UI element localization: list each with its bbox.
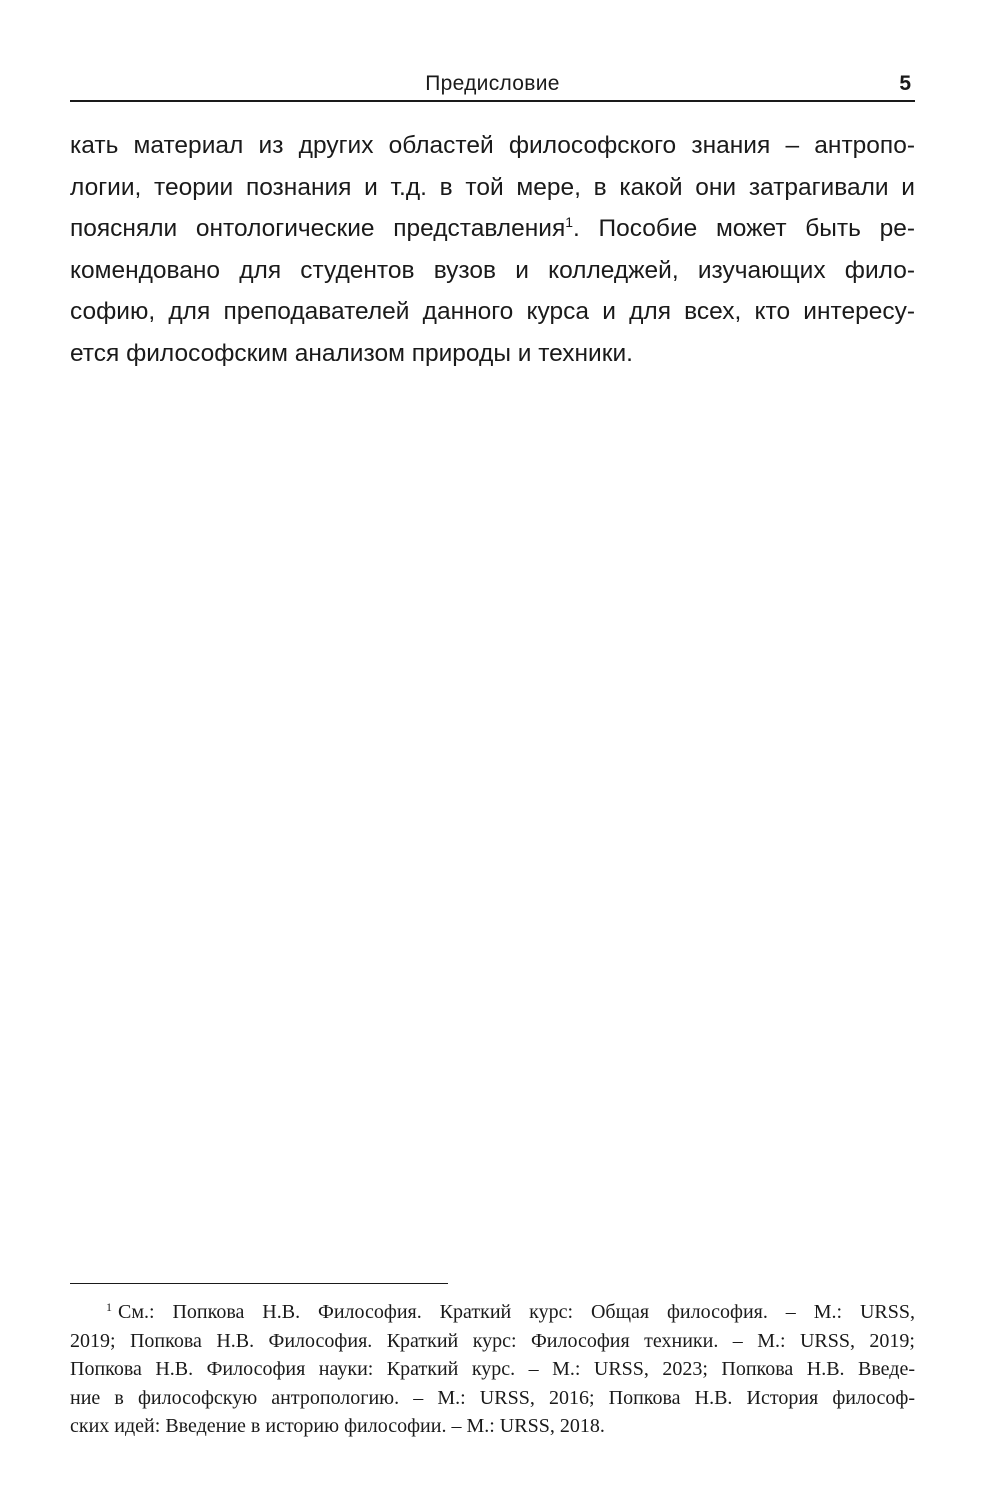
paragraph-line-part: поясняли онтологические представления: [70, 215, 566, 242]
main-paragraph: [70, 125, 915, 374]
running-title: Предисловие: [425, 72, 560, 95]
paragraph-line-part: . Пособие может быть ре-: [573, 215, 915, 242]
paragraph-line: комендовано для студентов вузов и колледжей, изучающих фило-: [70, 256, 915, 284]
footnote-divider: [70, 1283, 448, 1284]
page-number: 5: [899, 72, 911, 95]
footnote-line: ние в философскую антропологию. – М.: URSS, 2016; Попкова Н.В. История философ-: [70, 1386, 915, 1409]
footnote-marker: 1: [106, 1299, 112, 1314]
paragraph-line: логии, теории познания и т.д. в той мере, в какой они затрагивали и: [70, 173, 915, 201]
footnote-line: Попкова Н.В. Философия науки: Краткий курс. – М.: URSS, 2023; Попкова Н.В. Введе-: [70, 1358, 915, 1380]
running-header: [70, 70, 915, 102]
paragraph-line-with-footnote: [70, 208, 915, 250]
footnote-line: ских идей: Введение в историю философии. – М.: URSS, 2018.: [70, 1415, 605, 1437]
footnote-line: [70, 1298, 915, 1327]
paragraph-line: ется философским анализом природы и техники.: [70, 339, 633, 367]
footnote: [70, 1298, 915, 1441]
paragraph-line: софию, для преподавателей данного курса и для всех, кто интересу-: [70, 298, 915, 325]
footnote-line: 2019; Попкова Н.В. Философия. Краткий курс: Философия техники. – М.: URSS, 2019;: [70, 1329, 915, 1352]
footnote-line-text: См.: Попкова Н.В. Философия. Краткий курс: Общая философия. – М.: URSS,: [118, 1301, 915, 1323]
footnote-reference: 1: [565, 213, 574, 230]
paragraph-line: кать материал из других областей философского знания – антропо-: [70, 132, 915, 159]
